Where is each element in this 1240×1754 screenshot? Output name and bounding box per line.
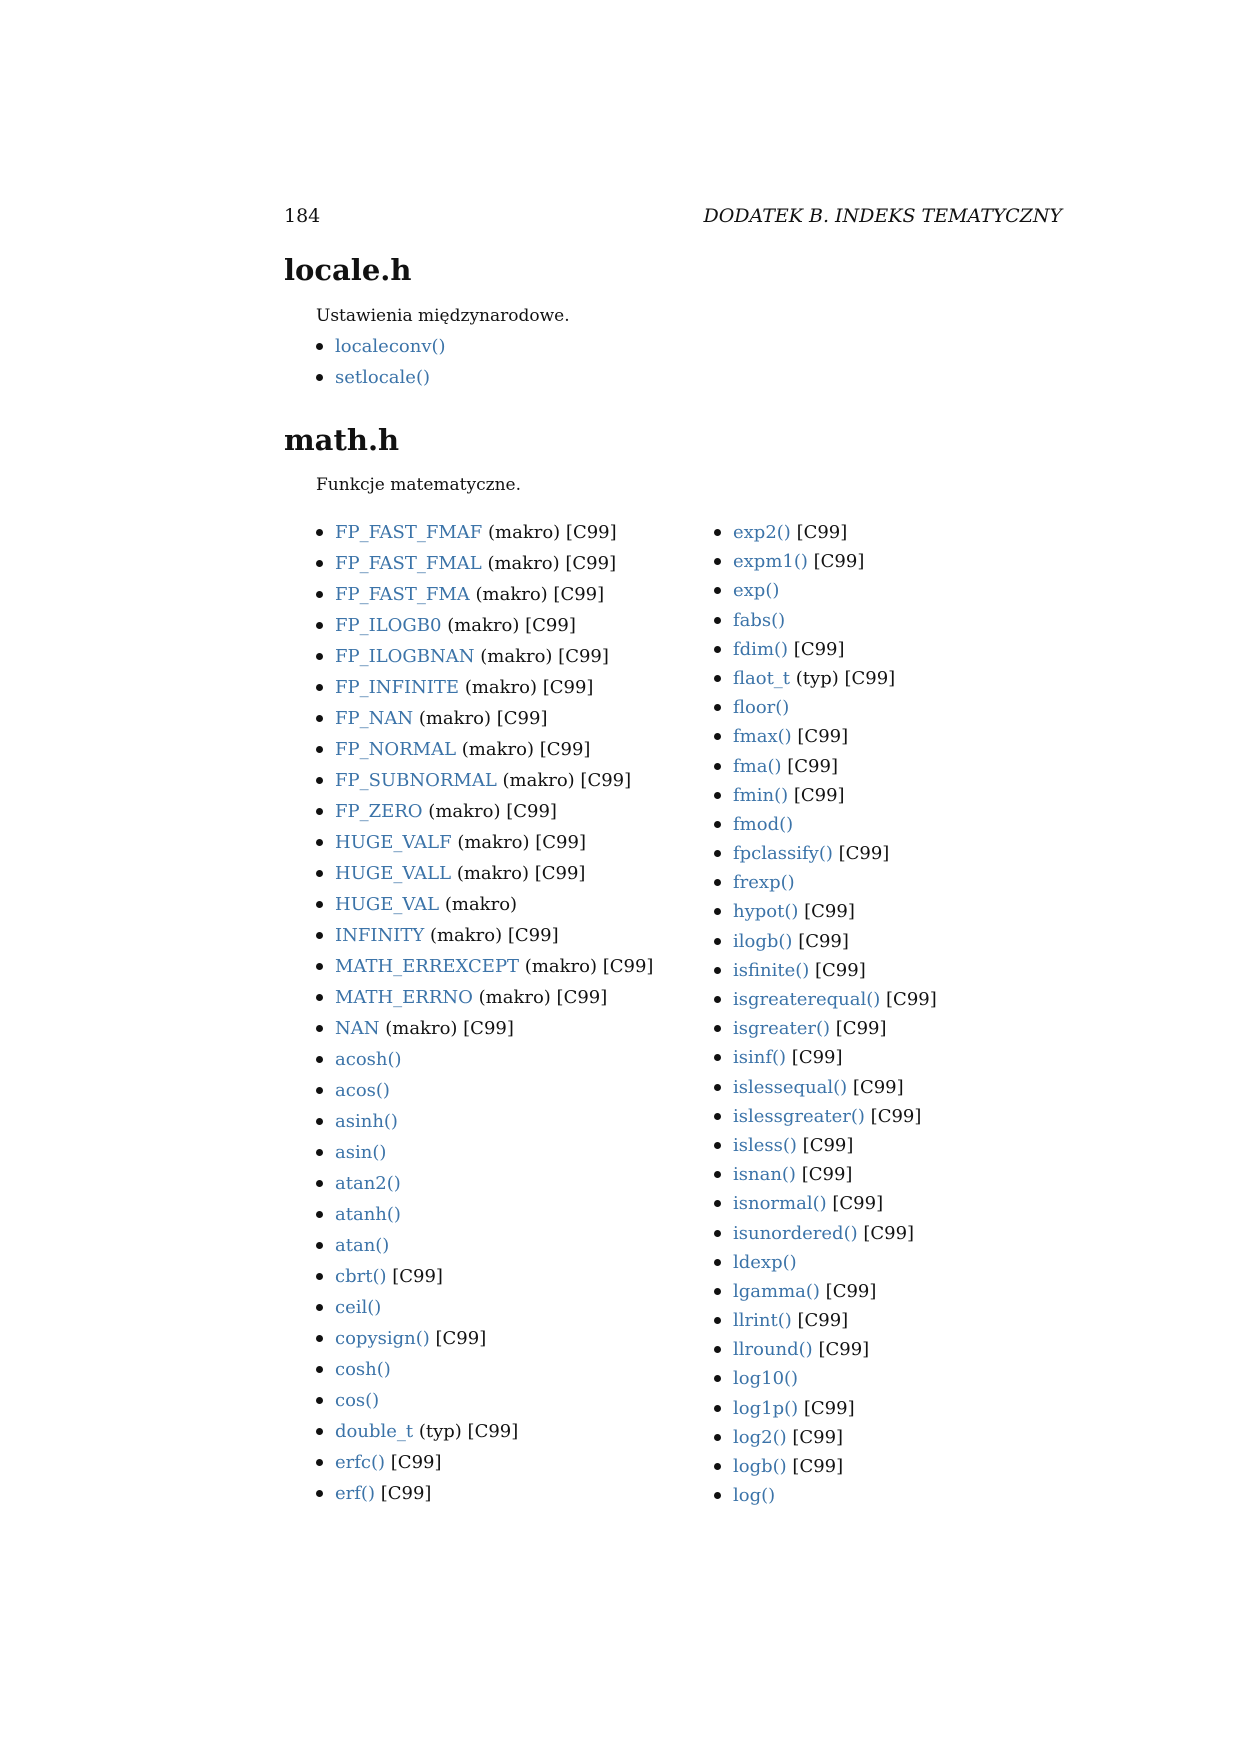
list-item bbox=[714, 1249, 937, 1278]
list-item bbox=[316, 1139, 653, 1170]
index-entry-link[interactable]: floor() bbox=[733, 697, 790, 719]
index-entry-link[interactable]: cos() bbox=[335, 1390, 380, 1411]
list-item bbox=[316, 705, 653, 736]
index-entry-link[interactable]: cbrt() bbox=[335, 1266, 387, 1287]
index-entry-link[interactable]: localeconv() bbox=[335, 336, 446, 357]
index-entry-link[interactable]: ilogb() bbox=[733, 930, 793, 952]
list-item bbox=[316, 1480, 653, 1511]
index-entry-note: [C99] bbox=[838, 843, 890, 865]
index-entry-note: [C99] bbox=[825, 1280, 877, 1302]
index-entry-link[interactable]: ceil() bbox=[335, 1297, 382, 1318]
list-item bbox=[714, 1074, 937, 1103]
index-entry-link[interactable]: asinh() bbox=[335, 1111, 398, 1132]
locale-h-function-list bbox=[316, 333, 446, 395]
section-description-math-h: Funkcje matematyczne. bbox=[316, 475, 521, 495]
index-entry-link[interactable]: log10() bbox=[733, 1368, 799, 1390]
index-entry-note: [C99] bbox=[803, 1397, 855, 1419]
running-title: DODATEK B. INDEKS TEMATYCZNY bbox=[703, 205, 1062, 227]
list-item bbox=[316, 891, 653, 922]
math-h-list-right-column bbox=[714, 519, 937, 1511]
index-entry-link[interactable]: HUGE_VALF bbox=[335, 832, 452, 853]
index-entry-link[interactable]: HUGE_VAL bbox=[335, 894, 440, 915]
index-entry-note: (makro) [C99] bbox=[428, 801, 557, 822]
list-item bbox=[714, 1190, 937, 1219]
index-entry-link[interactable]: FP_ZERO bbox=[335, 801, 423, 822]
list-item bbox=[316, 1201, 653, 1232]
index-entry-link[interactable]: FP_INFINITE bbox=[335, 677, 460, 698]
index-entry-link[interactable]: fpclassify() bbox=[733, 843, 833, 865]
index-entry-note: (makro) [C99] bbox=[524, 956, 654, 977]
index-entry-link[interactable]: HUGE_VALL bbox=[335, 863, 452, 884]
index-entry-note: [C99] bbox=[802, 1134, 854, 1156]
index-entry-link[interactable]: FP_FAST_FMAF bbox=[335, 522, 483, 543]
index-entry-link[interactable]: fmin() bbox=[733, 784, 789, 806]
index-entry-link[interactable]: isgreater() bbox=[733, 1018, 831, 1040]
list-item bbox=[316, 860, 653, 891]
index-entry-link[interactable]: islessequal() bbox=[733, 1076, 848, 1098]
list-item bbox=[316, 1356, 653, 1387]
index-entry-link[interactable]: FP_ILOGBNAN bbox=[335, 646, 475, 667]
index-entry-link[interactable]: FP_FAST_FMAL bbox=[335, 553, 482, 574]
list-item bbox=[316, 550, 653, 581]
list-item bbox=[714, 577, 937, 606]
index-entry-link[interactable]: fdim() bbox=[733, 638, 789, 660]
index-entry-note: [C99] bbox=[380, 1483, 432, 1504]
index-entry-link[interactable]: fmod() bbox=[733, 813, 794, 835]
index-entry-link[interactable]: MATH_ERRNO bbox=[335, 987, 473, 1008]
index-entry-link[interactable]: fabs() bbox=[733, 609, 786, 631]
list-item bbox=[714, 811, 937, 840]
list-item bbox=[714, 869, 937, 898]
index-entry-note: [C99] bbox=[392, 1266, 443, 1287]
list-item bbox=[316, 1325, 653, 1356]
index-entry-note: [C99] bbox=[787, 755, 838, 777]
list-item bbox=[714, 1453, 937, 1482]
index-entry-note: [C99] bbox=[435, 1328, 487, 1349]
list-item bbox=[714, 1278, 937, 1307]
index-entry-note: (makro) [C99] bbox=[447, 615, 576, 636]
list-item bbox=[714, 665, 937, 694]
index-entry-note: [C99] bbox=[796, 522, 848, 543]
index-entry-note: (makro) [C99] bbox=[418, 708, 548, 729]
index-entry-link[interactable]: llround() bbox=[733, 1339, 813, 1361]
index-entry-link[interactable]: FP_NAN bbox=[335, 708, 414, 729]
list-item bbox=[714, 928, 937, 957]
list-item bbox=[316, 798, 653, 829]
index-entry-link[interactable]: FP_ILOGB0 bbox=[335, 615, 442, 636]
index-entry-link[interactable]: FP_NORMAL bbox=[335, 739, 457, 760]
list-item bbox=[316, 674, 653, 705]
index-entry-link[interactable]: fmax() bbox=[733, 726, 792, 748]
index-entry-link[interactable]: lgamma() bbox=[733, 1280, 820, 1302]
list-item bbox=[316, 1108, 653, 1139]
index-entry-note: [C99] bbox=[797, 726, 849, 748]
index-entry-link[interactable]: NAN bbox=[335, 1018, 380, 1039]
list-item bbox=[316, 1077, 653, 1108]
section-title-locale-h: locale.h bbox=[284, 253, 412, 287]
index-entry-note: [C99] bbox=[793, 638, 845, 660]
index-entry-note: (makro) [C99] bbox=[429, 925, 559, 946]
index-entry-link[interactable]: isunordered() bbox=[733, 1222, 858, 1244]
list-item bbox=[714, 548, 937, 577]
list-item bbox=[714, 1103, 937, 1132]
list-item bbox=[714, 1132, 937, 1161]
index-entry-link[interactable]: isnan() bbox=[733, 1164, 796, 1186]
index-entry-link[interactable]: logb() bbox=[733, 1456, 787, 1477]
list-item bbox=[316, 1015, 653, 1046]
list-item bbox=[316, 736, 653, 767]
index-entry-note: [C99] bbox=[791, 1047, 843, 1069]
list-item bbox=[714, 1015, 937, 1044]
list-item bbox=[316, 333, 446, 364]
index-entry-link[interactable]: double_t bbox=[335, 1421, 414, 1442]
list-item bbox=[714, 1482, 937, 1511]
index-entry-note: (makro) [C99] bbox=[456, 863, 586, 884]
index-entry-note: [C99] bbox=[792, 1426, 844, 1448]
index-entry-note: [C99] bbox=[852, 1076, 904, 1098]
index-entry-link[interactable]: atanh() bbox=[335, 1204, 401, 1225]
list-item bbox=[714, 840, 937, 869]
list-item bbox=[316, 922, 653, 953]
list-item bbox=[316, 1170, 653, 1201]
index-entry-note: [C99] bbox=[797, 1310, 849, 1332]
list-item bbox=[316, 519, 653, 550]
list-item bbox=[316, 1263, 653, 1294]
list-item bbox=[714, 519, 937, 548]
list-item bbox=[714, 1044, 937, 1073]
list-item bbox=[714, 723, 937, 752]
index-entry-note: (makro) [C99] bbox=[475, 584, 605, 605]
list-item bbox=[316, 953, 653, 984]
index-entry-note: (makro) [C99] bbox=[457, 832, 586, 853]
index-entry-link[interactable]: copysign() bbox=[335, 1328, 430, 1349]
index-entry-link[interactable]: FP_SUBNORMAL bbox=[335, 770, 497, 791]
index-entry-link[interactable]: llrint() bbox=[733, 1310, 792, 1332]
index-entry-link[interactable]: expm1() bbox=[733, 551, 808, 573]
index-entry-link[interactable]: setlocale() bbox=[335, 367, 430, 388]
list-item bbox=[714, 1336, 937, 1365]
index-entry-link[interactable]: hypot() bbox=[733, 901, 799, 923]
list-item bbox=[316, 1387, 653, 1418]
list-item bbox=[316, 984, 653, 1015]
list-item bbox=[316, 1294, 653, 1325]
list-item bbox=[714, 782, 937, 811]
index-entry-note: [C99] bbox=[832, 1193, 884, 1215]
index-entry-link[interactable]: exp2() bbox=[733, 522, 791, 543]
index-entry-link[interactable]: fma() bbox=[733, 755, 782, 777]
index-entry-link[interactable]: cosh() bbox=[335, 1359, 391, 1380]
index-entry-link[interactable]: ldexp() bbox=[733, 1251, 797, 1273]
math-h-list-left-column bbox=[316, 519, 653, 1511]
index-entry-link[interactable]: erf() bbox=[335, 1483, 375, 1504]
index-entry-note: (makro) [C99] bbox=[487, 553, 617, 574]
index-entry-link[interactable]: isgreaterequal() bbox=[733, 989, 881, 1010]
index-entry-link[interactable]: INFINITY bbox=[335, 925, 425, 946]
index-entry-link[interactable]: islessgreater() bbox=[733, 1105, 865, 1127]
index-entry-note: [C99] bbox=[813, 551, 865, 573]
index-entry-link[interactable]: isnormal() bbox=[733, 1193, 827, 1215]
index-entry-note: [C99] bbox=[792, 1456, 844, 1477]
index-entry-note: [C99] bbox=[815, 959, 866, 981]
index-entry-link[interactable]: frexp() bbox=[733, 872, 795, 894]
list-item bbox=[714, 753, 937, 782]
index-entry-note: (typ) [C99] bbox=[418, 1421, 519, 1442]
index-entry-link[interactable]: flaot_t bbox=[733, 667, 791, 689]
list-item bbox=[714, 636, 937, 665]
index-entry-link[interactable]: isfinite() bbox=[733, 959, 810, 981]
list-item bbox=[714, 1220, 937, 1249]
index-entry-note: [C99] bbox=[390, 1452, 442, 1473]
index-entry-link[interactable]: acos() bbox=[335, 1080, 390, 1101]
list-item bbox=[714, 1161, 937, 1190]
index-entry-link[interactable]: isinf() bbox=[733, 1047, 787, 1069]
list-item bbox=[714, 607, 937, 636]
list-item bbox=[316, 612, 653, 643]
list-item bbox=[714, 898, 937, 927]
list-item bbox=[316, 643, 653, 674]
list-item bbox=[714, 957, 937, 986]
index-entry-note: (makro) [C99] bbox=[461, 739, 591, 760]
index-entry-link[interactable]: asin() bbox=[335, 1142, 387, 1163]
index-entry-note: (makro) [C99] bbox=[464, 677, 594, 698]
index-entry-note: [C99] bbox=[835, 1018, 887, 1040]
index-entry-link[interactable]: atan() bbox=[335, 1235, 390, 1256]
index-entry-note: [C99] bbox=[793, 784, 845, 806]
index-entry-note: [C99] bbox=[886, 989, 937, 1010]
index-entry-link[interactable]: log() bbox=[733, 1485, 776, 1507]
index-entry-note: (makro) [C99] bbox=[385, 1018, 514, 1039]
index-entry-link[interactable]: erfc() bbox=[335, 1452, 386, 1473]
index-entry-link[interactable]: acosh() bbox=[335, 1049, 402, 1070]
index-entry-note: [C99] bbox=[801, 1164, 853, 1186]
index-entry-note: [C99] bbox=[804, 901, 855, 923]
list-item bbox=[714, 1395, 937, 1424]
list-item bbox=[316, 1449, 653, 1480]
index-entry-link[interactable]: MATH_ERREXCEPT bbox=[335, 956, 520, 977]
list-item bbox=[714, 1365, 937, 1394]
list-item bbox=[714, 986, 937, 1015]
index-entry-note: (makro) [C99] bbox=[502, 770, 632, 791]
list-item bbox=[714, 1307, 937, 1336]
index-entry-note: [C99] bbox=[863, 1222, 915, 1244]
list-item bbox=[316, 1046, 653, 1077]
index-entry-link[interactable]: log1p() bbox=[733, 1397, 799, 1419]
index-entry-note: (makro) [C99] bbox=[488, 522, 617, 543]
list-item bbox=[316, 767, 653, 798]
page-number: 184 bbox=[284, 205, 321, 227]
list-item bbox=[714, 694, 937, 723]
index-entry-link[interactable]: atan2() bbox=[335, 1173, 401, 1194]
list-item bbox=[316, 1418, 653, 1449]
index-entry-note: [C99] bbox=[870, 1105, 922, 1127]
list-item bbox=[714, 1424, 937, 1453]
index-entry-note: [C99] bbox=[818, 1339, 870, 1361]
index-entry-link[interactable]: FP_FAST_FMA bbox=[335, 584, 470, 605]
index-entry-link[interactable]: log2() bbox=[733, 1426, 787, 1448]
index-entry-link[interactable]: exp() bbox=[733, 580, 780, 602]
index-entry-note: (typ) [C99] bbox=[795, 667, 896, 689]
list-item bbox=[316, 829, 653, 860]
section-description-locale-h: Ustawienia międzynarodowe. bbox=[316, 306, 570, 326]
list-item bbox=[316, 1232, 653, 1263]
list-item bbox=[316, 364, 446, 395]
index-entry-note: (makro) [C99] bbox=[478, 987, 608, 1008]
index-entry-note: (makro) bbox=[444, 894, 518, 915]
list-item bbox=[316, 581, 653, 612]
index-entry-note: [C99] bbox=[798, 930, 849, 952]
index-entry-note: (makro) [C99] bbox=[480, 646, 609, 667]
index-entry-link[interactable]: isless() bbox=[733, 1134, 797, 1156]
section-title-math-h: math.h bbox=[284, 423, 400, 457]
